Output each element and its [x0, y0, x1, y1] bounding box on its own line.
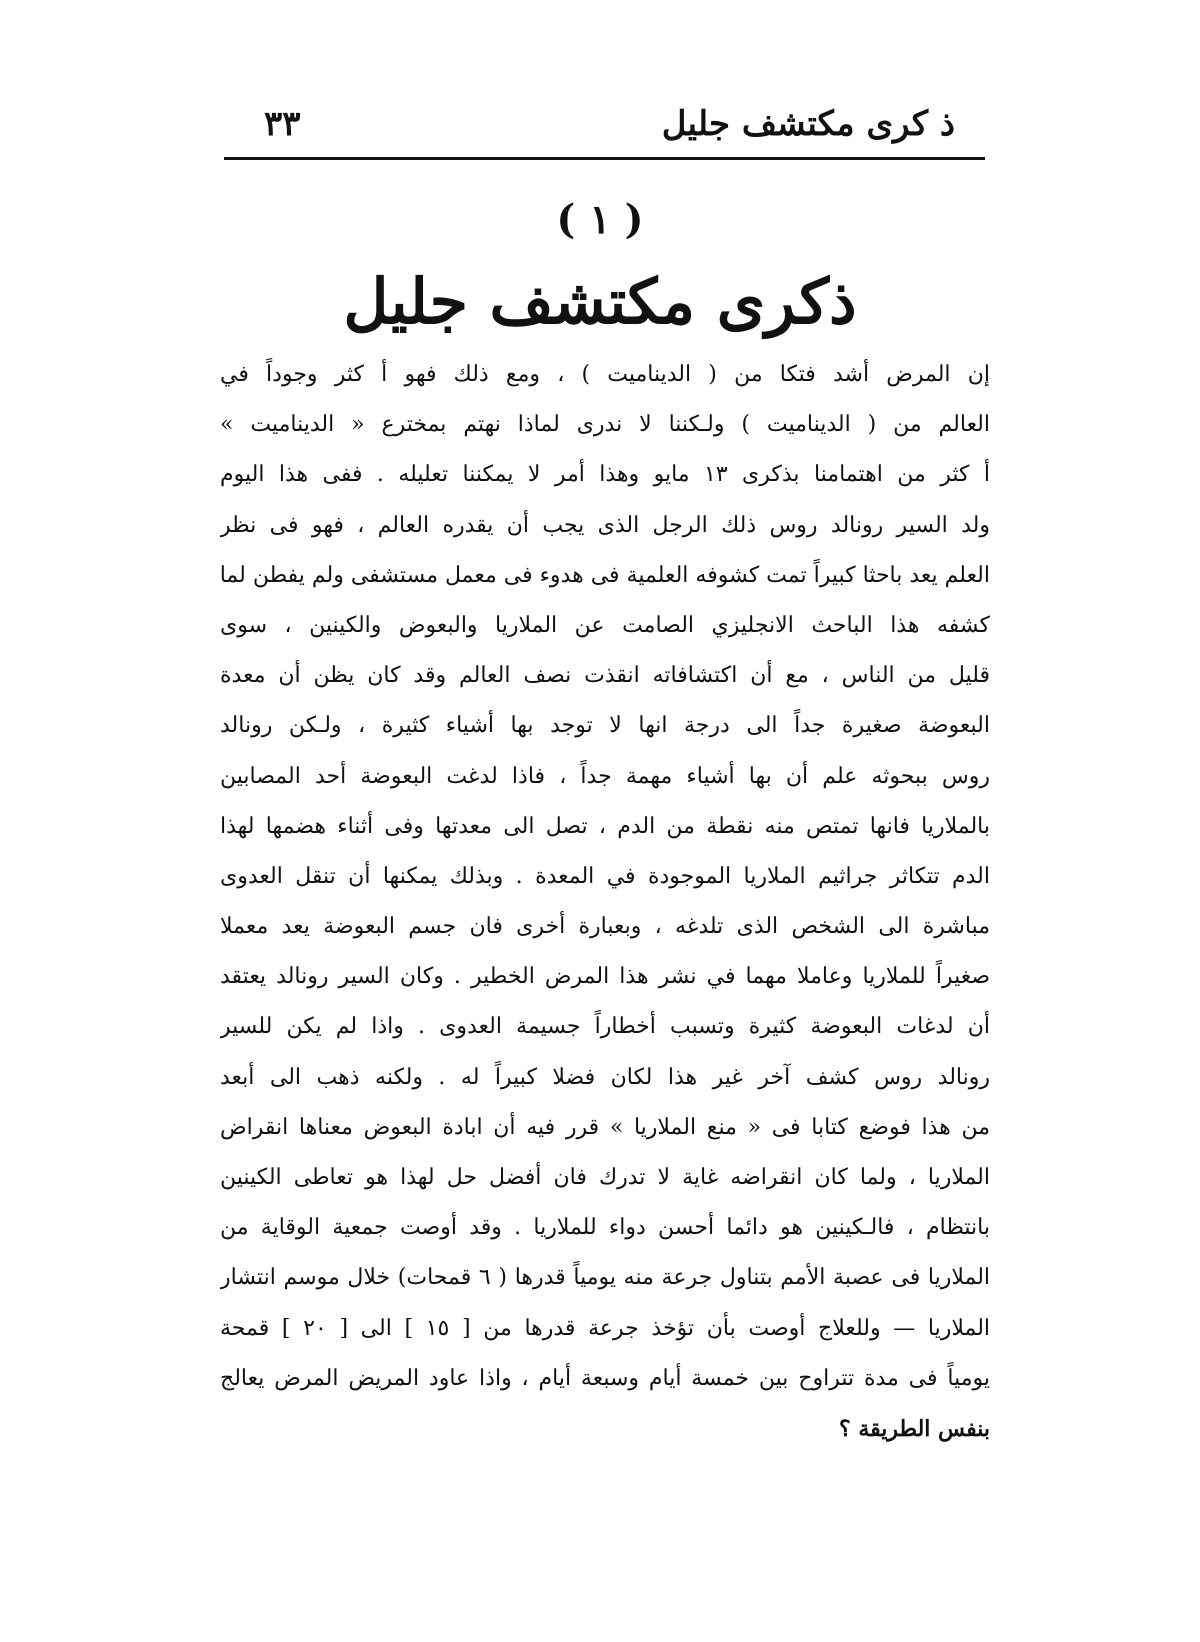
body-line: بانتظام ، فالـكينين هو دائما أحسن دواء للملاريا . وقد أوصت جمعية الوقاية من [220, 1215, 990, 1241]
body-line: قليل من الناس ، مع أن اكتشافاته انقذت نصف العالم وقد كان يظن أن معدة [220, 663, 990, 689]
body-line: أن لدغات البعوضة كثيرة وتسبب أخطاراً جسيمة العدوى . واذا لم يكن للسير [220, 1014, 990, 1040]
body-line: إن المرض أشد فتكا من ( الديناميت ) ، ومع ذلك فهو أ كثر وجوداً في [220, 362, 990, 387]
running-header [224, 100, 985, 152]
body-line: روس ببحوثه علم أن بها أشياء مهمة جداً ، فاذا لدغت البعوضة أحد المصابين [220, 763, 990, 789]
body-line: أ كثر من اهتمامنا بذكرى ١٣ مايو وهذا أمر لا يمكننا تعليله . ففى هذا اليوم [220, 462, 990, 488]
body-line: العلم يعد باحثا كبيراً تمت كشوفه العلمية فى هدوء فى معمل مستشفى ولم يفطن لما [220, 562, 990, 588]
header-rule [224, 157, 985, 160]
body-line: الملاريا — وللعلاج أوصت بأن تؤخذ جرعة قدرها من [ ١٥ ] الى [ ٢٠ ] قمحة [220, 1315, 990, 1341]
body-line: الملاريا ، ولما كان انقراضه غاية لا تدرك فان أفضل حل لهذا هو تعاطى الكينين [220, 1165, 990, 1190]
body-line: مباشرة الى الشخص الذى تلدغه ، وبعبارة أخرى فان جسم البعوضة يعد معملا [220, 914, 990, 940]
body-line: من هذا فوضع كتابا فى « منع الملاريا » قرر فيه أن ابادة البعوض معناها انقراض [220, 1114, 990, 1140]
body-line: يومياً فى مدة تتراوح بين خمسة أيام وسبعة أيام ، واذا عاود المريض المرض يعالج [220, 1365, 990, 1391]
body-line: الدم تتكاثر جراثيم الملاريا الموجودة في المعدة . وبذلك يمكنها أن تنقل العدوى [220, 863, 990, 889]
running-title: ذ كرى مكتشف جليل [661, 104, 955, 144]
body-line: رونالد روس كشف آخر غير هذا لكان فضلا كبيراً له . ولكنه ذهب الى أبعد [220, 1064, 990, 1090]
body-text [220, 350, 990, 1454]
body-line: صغيراً للملاريا وعاملا مهما في نشر هذا المرض الخطير . وكان السير رونالد يعتقد [220, 964, 990, 990]
body-line: الملاريا فى عصبة الأمم بتناول جرعة منه يومياً قدرها ( ٦ قمحات) خلال موسم انتشار [220, 1265, 990, 1291]
page-number: ٣٣ [264, 104, 301, 144]
body-line: بالملاريا فانها تمتص منه نقطة من الدم ، تصل الى معدتها وفى أثناء هضمها لهذا [220, 813, 990, 839]
body-line: البعوضة صغيرة جداً الى درجة انها لا توجد بها أشياء كثيرة ، ولـكن رونالد [220, 713, 990, 739]
body-line: العالم من ( الديناميت ) ولـكننا لا ندرى لماذا نهتم بمخترع « الديناميت » [220, 412, 990, 438]
body-line-final: بنفس الطريقة ؟ [839, 1415, 990, 1442]
article-title: ذكرى مكتشف جليل [343, 265, 857, 338]
body-line: ولد السير رونالد روس ذلك الرجل الذى يجب أن يقدره العالم ، فهو فى نظر [220, 512, 990, 538]
body-line: كشفه هذا الباحث الانجليزي الصامت عن الملاريا والبعوض والكينين ، سوى [220, 612, 990, 638]
section-number: ( ١ ) [556, 196, 644, 243]
